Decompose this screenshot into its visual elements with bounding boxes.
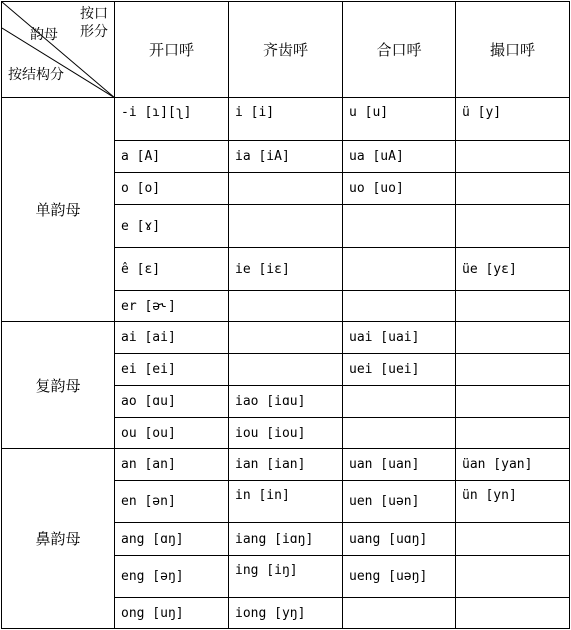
finals-table: [1, 1, 570, 629]
table-cell: ei [ei]: [115, 354, 229, 386]
table-cell: [343, 386, 456, 418]
category-nasal-finals: 鼻韵母: [2, 449, 115, 629]
table-cell: uan [uan]: [343, 449, 456, 481]
corner-finals-label: 韵母: [30, 27, 58, 43]
corner-cell: [2, 2, 115, 98]
table-cell: ing [iŋ]: [229, 556, 343, 598]
table-cell: er [ə˞]: [115, 291, 229, 322]
table-cell: uen [uən]: [343, 481, 456, 523]
table-cell: [343, 248, 456, 291]
table-cell: ê [ɛ]: [115, 248, 229, 291]
col-header-hekou: 合口呼: [343, 2, 456, 98]
table-cell: an [an]: [115, 449, 229, 481]
table-cell: [456, 173, 570, 205]
table-cell: uang [uɑŋ]: [343, 523, 456, 556]
table-cell: in [in]: [229, 481, 343, 523]
table-cell: u [u]: [343, 98, 456, 141]
table-cell: [343, 291, 456, 322]
table-cell: [456, 205, 570, 248]
table-cell: ü [y]: [456, 98, 570, 141]
table-cell: [456, 322, 570, 354]
header-row: [2, 2, 570, 98]
table-row: [2, 449, 570, 481]
table-cell: eng [əŋ]: [115, 556, 229, 598]
col-header-qichi: 齐齿呼: [229, 2, 343, 98]
table-cell: i [i]: [229, 98, 343, 141]
table-cell: [456, 598, 570, 629]
table-cell: ou [ou]: [115, 418, 229, 449]
table-cell: [456, 386, 570, 418]
table-row: [2, 98, 570, 141]
table-cell: ong [uŋ]: [115, 598, 229, 629]
table-cell: iou [iou]: [229, 418, 343, 449]
table-cell: [229, 205, 343, 248]
table-cell: -i [ɿ][ʅ]: [115, 98, 229, 141]
category-simple-finals: 单韵母: [2, 98, 115, 322]
table-cell: ao [ɑu]: [115, 386, 229, 418]
table-cell: [229, 173, 343, 205]
table-cell: [229, 322, 343, 354]
table-cell: iang [iɑŋ]: [229, 523, 343, 556]
table-cell: en [ən]: [115, 481, 229, 523]
table-cell: ua [uA]: [343, 141, 456, 173]
col-header-kaikou: 开口呼: [115, 2, 229, 98]
table-cell: ie [iɛ]: [229, 248, 343, 291]
table-cell: [229, 291, 343, 322]
table-cell: ang [ɑŋ]: [115, 523, 229, 556]
table-cell: [456, 418, 570, 449]
table-cell: [456, 523, 570, 556]
table-cell: ia [iA]: [229, 141, 343, 173]
table-cell: [229, 354, 343, 386]
table-cell: [343, 598, 456, 629]
corner-structure-label: 按结构分: [8, 67, 64, 83]
table-cell: iong [yŋ]: [229, 598, 343, 629]
corner-shape-label: 按口形分: [80, 6, 108, 40]
table-cell: a [A]: [115, 141, 229, 173]
table-cell: [343, 418, 456, 449]
table-cell: o [o]: [115, 173, 229, 205]
table-cell: [456, 141, 570, 173]
table-cell: uai [uai]: [343, 322, 456, 354]
table-cell: uei [uei]: [343, 354, 456, 386]
table-cell: ai [ai]: [115, 322, 229, 354]
col-header-cuokou: 撮口呼: [456, 2, 570, 98]
table-cell: ueng [uəŋ]: [343, 556, 456, 598]
table-row: [2, 322, 570, 354]
category-compound-finals: 复韵母: [2, 322, 115, 449]
table-cell: üan [yan]: [456, 449, 570, 481]
table-cell: [456, 556, 570, 598]
table-cell: ün [yn]: [456, 481, 570, 523]
table-cell: uo [uo]: [343, 173, 456, 205]
table-cell: e [ɤ]: [115, 205, 229, 248]
table-cell: [456, 291, 570, 322]
table-cell: ian [ian]: [229, 449, 343, 481]
table-cell: iao [iɑu]: [229, 386, 343, 418]
table-cell: [456, 354, 570, 386]
table-cell: üe [yɛ]: [456, 248, 570, 291]
table-cell: [343, 205, 456, 248]
